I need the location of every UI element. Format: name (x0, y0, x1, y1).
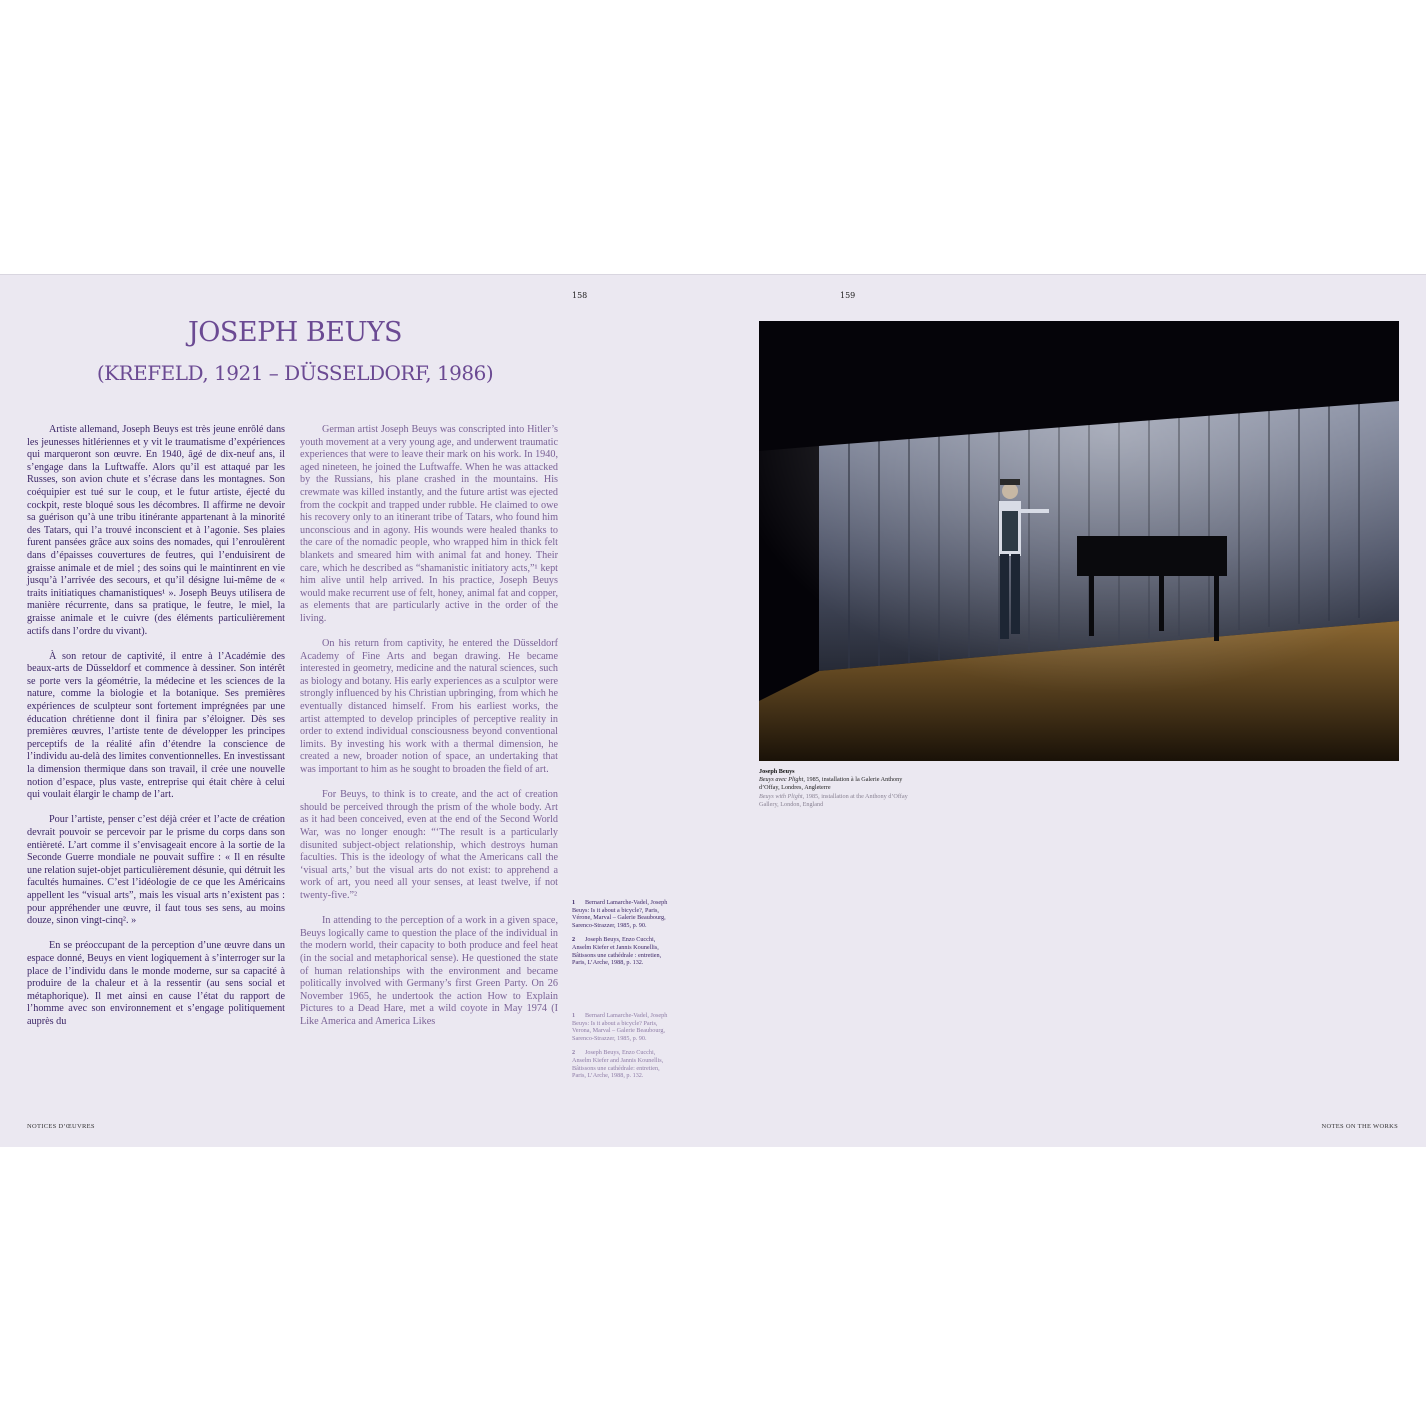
caption-english (759, 793, 919, 809)
footer-left: NOTICES D’ŒUVRES (27, 1123, 95, 1130)
artist-title: JOSEPH BEUYS (187, 317, 403, 348)
photo-illustration (759, 321, 1399, 761)
english-paragraph: For Beuys, to think is to create, and the act of creation should be perceived through the prism of the whole body. Art as it had been conceived, even at the end of the Second World War, was no longer enough: “‘The result is a particularly disunited subject-object relationship, which destroys human faculties. This is the ideology of what the Americans call the ‘visual arts,’ but the visual arts do not exist: to apprehend a work of art, you need all your senses, at least twelve, if not twenty-five.”² (300, 789, 558, 901)
french-paragraph: Pour l’artiste, penser c’est déjà créer et l’acte de création devrait pouvoir se percevoir par le prisme du corps dans son entièreté. L’art comme il s’envisageait encore à la sortie de la Seconde Guerre mondiale ne pouvait suffire : « Il en résulte une relation sujet-objet particulièrement désunie, qui détruit les facultés humaines. C’est l’idéologie de ce que les Américains appellent les “visual arts”, mais les visual arts n’existent pas : pour appréhender une œuvre, il faut tous ses sens, au moins douze, sinon vingt-cinq². » (27, 814, 286, 927)
footnote (572, 899, 672, 929)
book-spread (0, 274, 1426, 1147)
installation-photo (759, 321, 1399, 761)
footnote-text: Joseph Beuys, Enzo Cucchi, Anselm Kiefer and Jannis Kounellis, Bâtissons une cathédrale: entretien, Paris, L’Arche, 1988, p. 132. (572, 1049, 664, 1080)
french-text-column (27, 424, 285, 1041)
footnotes-english (572, 1012, 672, 1087)
page-number-left: 158 (572, 291, 588, 300)
photo-caption (759, 768, 919, 809)
caption-artist: Joseph Beuys (759, 768, 795, 775)
footnote-text: Bernard Lamarche-Vadel, Joseph Beuys: Is it about a bicycle?, Paris, Vérone, Marval – Galerie Beaubourg, Sarenco-Strazzer, 1985, p. 90. (572, 899, 668, 929)
footnote-text: Bernard Lamarche-Vadel, Joseph Beuys: Is it about a bicycle? Paris, Verona, Marval – Galerie Beaubourg, Sarenco-Strazzer, 1985, p. 90. (572, 1012, 668, 1042)
footer-right: NOTES ON THE WORKS (1321, 1123, 1398, 1130)
caption-english-details: , 1985, installation at the Anthony d’Offay Gallery, London, England (759, 792, 908, 808)
caption-french-title: Beuys avec Plight (759, 776, 804, 784)
footnote-number: 2 (572, 1049, 576, 1057)
artist-dates-subtitle: (KREFELD, 1921 – DÜSSELDORF, 1986) (96, 361, 494, 385)
french-paragraph: Artiste allemand, Joseph Beuys est très jeune enrôlé dans les jeunesses hitlériennes et y vit le traumatisme d’expériences qui marqueront son œuvre. En 1940, âgé de dix-neuf ans, il s’engage dans la Luftwaffe. Alors qu’il est attaqué par les Russes, son avion chute et s’écrase dans les montagnes. Son coéquipier est tué sur le coup, et le futur artiste, éjecté du cockpit, reste bloqué sous les décombres. Il affirme ne devoir sa guérison qu’à une tribu itinérante appartenant à la minorité des Tatars, qui l’a trouvé inconscient et à l’agonie. Ses plaies furent pansées grâce aux soins des nomades, qui l’enroulèrent dans d’épaisses couvertures de feutres, qui l’enduisirent de graisse animale et de miel ; des soins qui le maintinrent en vie jusqu’à l’arrivée des secours, et qu’il désigne lui-même de « traits initiatiques chamanistiques¹ ». Joseph Beuys utilisera de manière récurrente, dans sa pratique, le feutre, le miel, la graisse animale et le cuivre (des éléments particulièrement actifs dans l’ordre du vivant). (27, 424, 285, 637)
footnote (572, 936, 672, 966)
english-paragraph: German artist Joseph Beuys was conscripted into Hitler’s youth movement at a very young age, and underwent traumatic experiences that were to leave their mark on his work. In 1940, aged nineteen, he joined the Luftwaffe. When he was attacked by the Russians, his plane crashed in the mountains. His crewmate was killed instantly, and the future artist was ejected from the cockpit and trapped under rubble. He claimed to owe his recovery only to an itinerant tribe of Tatars, who found him unconscious and in agony. His wounds were healed thanks to the care of the nomadic people, who wrapped him in thick felt blankets and smeared him with animal fat and honey. Their care, which he described as “shamanistic initiatory acts,”¹ kept him alive until help arrived. In his practice, Joseph Beuys would make recurrent use of felt, honey, animal fat and copper, as elements that are particularly active in the order of the living. (300, 424, 558, 624)
english-paragraph: On his return from captivity, he entered the Düsseldorf Academy of Fine Arts and began drawing. He became interested in geometry, medicine and the natural sciences, such as biology and botany. His early experiences as a sculptor were strongly influenced by his Christian upbringing, from which he eventually distanced himself. From his earliest works, the artist attempted to develop principles of perceptive reality in order to extend individual consciousness beyond conventional limits. By investing his work with a thermal dimension, he created a new, broader notion of space, an undertaking that was important to him as he sought to broaden the field of art. (300, 638, 558, 776)
caption-french (759, 776, 919, 792)
french-paragraph: En se préoccupant de la perception d’une œuvre dans un espace donné, Beuys en vient logiquement à s’interroger sur la place de l’individu dans le monde moderne, sur sa capacité à produire de la chaleur et à la ressentir (au sens social et métaphorique). Il met ainsi en cause l’état du rapport de l’homme avec son environnement et s’engage politiquement auprès du (27, 940, 285, 1027)
page-number-right: 159 (840, 291, 856, 300)
footnote (572, 1049, 672, 1079)
footnote-number: 1 (572, 1012, 576, 1019)
footnote-number: 2 (572, 936, 576, 944)
french-paragraph: À son retour de captivité, il entre à l’Académie des beaux-arts de Düsseldorf et commence à dessiner. Son intérêt se porte vers la géométrie, la médecine et les sciences de la nature, comme la biologie et la botanique. Ses premières expériences de sculpteur sont fortement imprégnées par une éducation chrétienne dont il finira par s’éloigner. Dès ses premières œuvres, l’artiste tente de développer les principes perceptifs de la réalité afin d’étendre la conscience de l’individu au-delà des limites conventionnelles. En investissant la dimension thermique dans son travail, il crée une nouvelle notion d’espace, plus vaste, entreprise qui était chère à celui qui voulait élargir le champ de l’art. (27, 650, 285, 801)
caption-french-details: , 1985, installation à la Galerie Anthony d’Offay, Londres, Angleterre (759, 776, 903, 792)
footnotes-french (572, 899, 672, 974)
english-text-column (300, 424, 558, 1041)
footnote-number: 1 (572, 899, 576, 906)
footnote-text: Joseph Beuys, Enzo Cucchi, Anselm Kiefer et Jannis Kounellis, Bâtissons une cathédrale : entretien, Paris, L’Arche, 1988, p. 132. (572, 936, 662, 967)
caption-english-title: Beuys with Plight (759, 792, 803, 800)
footnote (572, 1012, 672, 1042)
english-paragraph: In attending to the perception of a work in a given space, Beuys logically came to question the place of the individual in the modern world, their capacity to both produce and feel heat (in the social and metaphorical sense). He questioned the state of human relationships with the environment and became politically involved with Germany’s first Green Party. On 26 November 1965, he undertook the action How to Explain Pictures to a Dead Hare, met a wild coyote in May 1974 (I Like America and America Likes (300, 915, 558, 1027)
